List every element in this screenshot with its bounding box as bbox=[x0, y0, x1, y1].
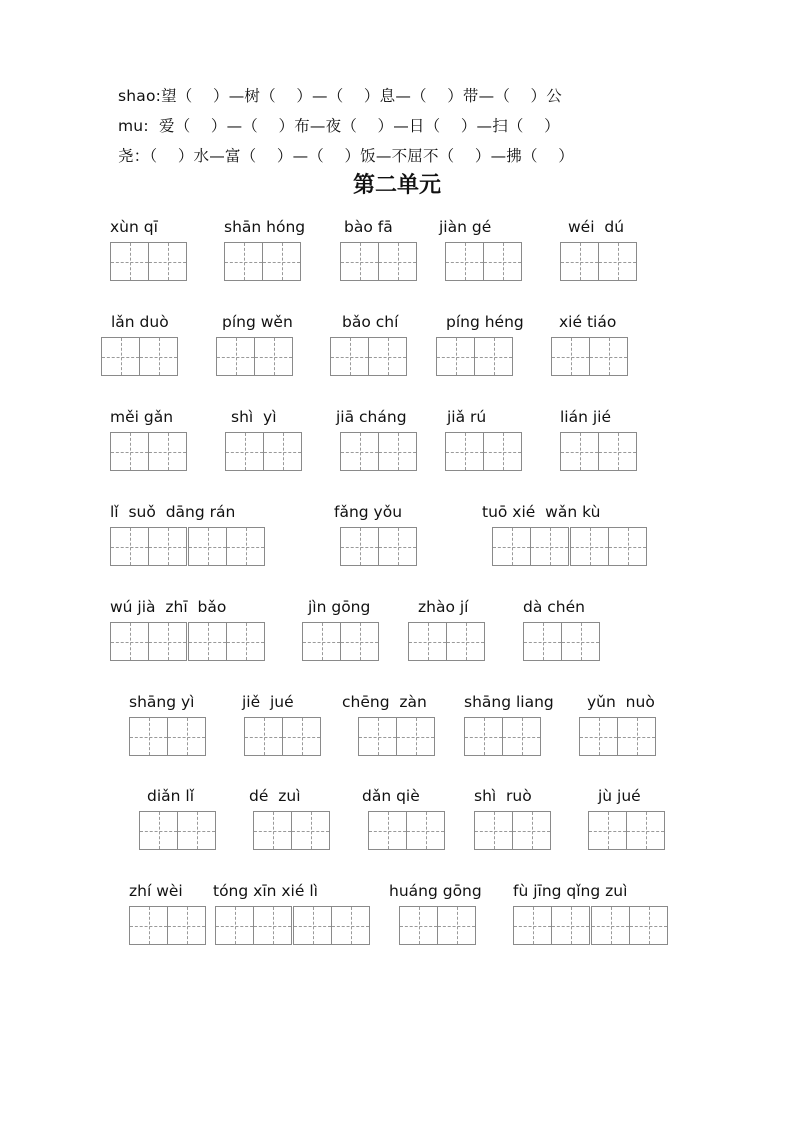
writing-grid bbox=[330, 337, 407, 375]
writing-cell[interactable] bbox=[139, 337, 178, 376]
writing-cell[interactable] bbox=[396, 717, 435, 756]
fill-line-mu: mu: 爱（ ）—（ ）布—夜（ ）—日（ ）—扫（ ） bbox=[118, 117, 560, 135]
writing-cell[interactable] bbox=[551, 906, 590, 945]
writing-cell[interactable] bbox=[293, 906, 332, 945]
pinyin-label: xùn qī bbox=[110, 218, 158, 236]
writing-grid bbox=[408, 622, 485, 660]
writing-cell[interactable] bbox=[464, 717, 503, 756]
writing-cell[interactable] bbox=[340, 527, 379, 566]
writing-cell[interactable] bbox=[608, 527, 647, 566]
writing-cell[interactable] bbox=[474, 811, 513, 850]
writing-cell[interactable] bbox=[446, 622, 485, 661]
writing-grid bbox=[110, 622, 265, 660]
writing-grid bbox=[368, 811, 445, 849]
fill-line-shao: shao:望（ ）—树（ ）—（ ）息—（ ）带—（ ）公 bbox=[118, 87, 562, 105]
writing-cell[interactable] bbox=[139, 811, 178, 850]
writing-cell[interactable] bbox=[513, 906, 552, 945]
writing-cell[interactable] bbox=[148, 432, 187, 471]
writing-grid bbox=[110, 432, 187, 470]
writing-cell[interactable] bbox=[167, 717, 206, 756]
writing-cell[interactable] bbox=[188, 622, 227, 661]
writing-cell[interactable] bbox=[226, 527, 265, 566]
writing-cell[interactable] bbox=[254, 337, 293, 376]
pinyin-label: fù jīng qǐng zuì bbox=[513, 882, 628, 900]
writing-grid bbox=[139, 811, 216, 849]
writing-cell[interactable] bbox=[502, 717, 541, 756]
pinyin-label: bào fā bbox=[344, 218, 393, 236]
writing-cell[interactable] bbox=[437, 906, 476, 945]
writing-cell[interactable] bbox=[224, 242, 263, 281]
writing-grid bbox=[302, 622, 379, 660]
pinyin-label: tuō xié wǎn kù bbox=[482, 503, 601, 521]
writing-cell[interactable] bbox=[551, 337, 590, 376]
writing-cell[interactable] bbox=[492, 527, 531, 566]
pinyin-label: shì yì bbox=[231, 408, 277, 426]
writing-cell[interactable] bbox=[110, 527, 149, 566]
writing-cell[interactable] bbox=[148, 527, 187, 566]
writing-cell[interactable] bbox=[378, 527, 417, 566]
pinyin-label: huáng gōng bbox=[389, 882, 482, 900]
writing-grid bbox=[579, 717, 656, 755]
writing-cell[interactable] bbox=[561, 622, 600, 661]
writing-cell[interactable] bbox=[340, 622, 379, 661]
writing-cell[interactable] bbox=[129, 906, 168, 945]
writing-cell[interactable] bbox=[167, 906, 206, 945]
writing-cell[interactable] bbox=[378, 432, 417, 471]
writing-cell[interactable] bbox=[101, 337, 140, 376]
writing-grid bbox=[101, 337, 178, 375]
writing-cell[interactable] bbox=[378, 242, 417, 281]
pinyin-label: píng wěn bbox=[222, 313, 293, 331]
pinyin-label: fǎng yǒu bbox=[334, 503, 403, 521]
writing-cell[interactable] bbox=[445, 432, 484, 471]
writing-grid bbox=[340, 242, 417, 280]
writing-cell[interactable] bbox=[129, 717, 168, 756]
writing-cell[interactable] bbox=[188, 527, 227, 566]
pinyin-label: dǎn qiè bbox=[362, 787, 420, 805]
pinyin-label: zhào jí bbox=[418, 598, 469, 616]
writing-grid bbox=[474, 811, 551, 849]
writing-cell[interactable] bbox=[591, 906, 630, 945]
writing-cell[interactable] bbox=[368, 811, 407, 850]
writing-cell[interactable] bbox=[302, 622, 341, 661]
writing-cell[interactable] bbox=[110, 432, 149, 471]
writing-grid bbox=[560, 242, 637, 280]
writing-cell[interactable] bbox=[408, 622, 447, 661]
writing-grid bbox=[129, 717, 206, 755]
writing-grid bbox=[560, 432, 637, 470]
writing-cell[interactable] bbox=[340, 432, 379, 471]
pinyin-label: yǔn nuò bbox=[587, 693, 655, 711]
writing-cell[interactable] bbox=[110, 242, 149, 281]
writing-grid bbox=[492, 527, 647, 565]
writing-cell[interactable] bbox=[253, 811, 292, 850]
writing-cell[interactable] bbox=[530, 527, 569, 566]
writing-grid bbox=[253, 811, 330, 849]
writing-cell[interactable] bbox=[368, 337, 407, 376]
writing-grid bbox=[588, 811, 665, 849]
writing-grid bbox=[551, 337, 628, 375]
fill-line-yao: 尧：（ ）水—富（ ）—（ ）饭—不屈不（ ）—拂（ ） bbox=[118, 147, 574, 165]
pinyin-label: jìn gōng bbox=[308, 598, 371, 616]
writing-cell[interactable] bbox=[358, 717, 397, 756]
pinyin-label: zhí wèi bbox=[129, 882, 183, 900]
pinyin-label: xié tiáo bbox=[559, 313, 617, 331]
writing-grid bbox=[110, 242, 187, 280]
pinyin-label: lǐ suǒ dāng rán bbox=[110, 503, 236, 521]
writing-grid bbox=[436, 337, 513, 375]
writing-cell[interactable] bbox=[560, 242, 599, 281]
writing-cell[interactable] bbox=[483, 432, 522, 471]
writing-grid bbox=[129, 906, 206, 944]
writing-cell[interactable] bbox=[291, 811, 330, 850]
writing-cell[interactable] bbox=[215, 906, 254, 945]
writing-cell[interactable] bbox=[629, 906, 668, 945]
writing-cell[interactable] bbox=[474, 337, 513, 376]
writing-cell[interactable] bbox=[445, 242, 484, 281]
writing-cell[interactable] bbox=[226, 622, 265, 661]
writing-grid bbox=[445, 432, 522, 470]
writing-cell[interactable] bbox=[598, 242, 637, 281]
pinyin-label: shāng liang bbox=[464, 693, 554, 711]
pinyin-label: chēng zàn bbox=[342, 693, 427, 711]
pinyin-label: lián jié bbox=[560, 408, 612, 426]
writing-cell[interactable] bbox=[331, 906, 370, 945]
writing-cell[interactable] bbox=[148, 242, 187, 281]
pinyin-label: lǎn duò bbox=[111, 313, 169, 331]
writing-grid bbox=[216, 337, 293, 375]
pinyin-label: jiàn gé bbox=[439, 218, 492, 236]
unit-title: 第二单元 bbox=[352, 173, 441, 198]
writing-cell[interactable] bbox=[177, 811, 216, 850]
pinyin-label: diǎn lǐ bbox=[147, 787, 195, 805]
writing-cell[interactable] bbox=[483, 242, 522, 281]
writing-cell[interactable] bbox=[263, 432, 302, 471]
pinyin-label: jiě jué bbox=[242, 693, 294, 711]
writing-cell[interactable] bbox=[523, 622, 562, 661]
writing-grid bbox=[340, 432, 417, 470]
writing-cell[interactable] bbox=[617, 717, 656, 756]
pinyin-label: shāng yì bbox=[129, 693, 195, 711]
pinyin-label: dà chén bbox=[523, 598, 585, 616]
writing-grid bbox=[224, 242, 301, 280]
pinyin-label: wéi dú bbox=[568, 218, 625, 236]
writing-cell[interactable] bbox=[148, 622, 187, 661]
writing-grid bbox=[358, 717, 435, 755]
pinyin-label: jù jué bbox=[598, 787, 641, 805]
writing-grid bbox=[215, 906, 370, 944]
writing-cell[interactable] bbox=[560, 432, 599, 471]
writing-cell[interactable] bbox=[244, 717, 283, 756]
writing-cell[interactable] bbox=[262, 242, 301, 281]
writing-cell[interactable] bbox=[216, 337, 255, 376]
writing-grid bbox=[464, 717, 541, 755]
writing-cell[interactable] bbox=[253, 906, 292, 945]
pinyin-label: shì ruò bbox=[474, 787, 532, 805]
pinyin-label: tóng xīn xié lì bbox=[213, 882, 318, 900]
writing-cell[interactable] bbox=[282, 717, 321, 756]
writing-grid bbox=[244, 717, 321, 755]
pinyin-label: jiā cháng bbox=[336, 408, 407, 426]
writing-cell[interactable] bbox=[598, 432, 637, 471]
pinyin-label: wú jià zhī bǎo bbox=[110, 598, 227, 616]
writing-cell[interactable] bbox=[340, 242, 379, 281]
pinyin-label: dé zuì bbox=[249, 787, 301, 805]
writing-grid bbox=[399, 906, 476, 944]
writing-cell[interactable] bbox=[512, 811, 551, 850]
writing-grid bbox=[445, 242, 522, 280]
writing-grid bbox=[225, 432, 302, 470]
writing-cell[interactable] bbox=[110, 622, 149, 661]
writing-cell[interactable] bbox=[225, 432, 264, 471]
writing-cell[interactable] bbox=[330, 337, 369, 376]
writing-grid bbox=[513, 906, 668, 944]
writing-cell[interactable] bbox=[436, 337, 475, 376]
pinyin-label: píng héng bbox=[446, 313, 524, 331]
writing-grid bbox=[110, 527, 265, 565]
writing-cell[interactable] bbox=[399, 906, 438, 945]
pinyin-label: shān hóng bbox=[224, 218, 306, 236]
writing-grid bbox=[340, 527, 417, 565]
writing-cell[interactable] bbox=[626, 811, 665, 850]
writing-cell[interactable] bbox=[579, 717, 618, 756]
pinyin-label: měi gǎn bbox=[110, 408, 174, 426]
writing-cell[interactable] bbox=[588, 811, 627, 850]
writing-grid bbox=[523, 622, 600, 660]
pinyin-label: bǎo chí bbox=[342, 313, 399, 331]
writing-cell[interactable] bbox=[589, 337, 628, 376]
writing-cell[interactable] bbox=[570, 527, 609, 566]
pinyin-label: jiǎ rú bbox=[447, 408, 487, 426]
writing-cell[interactable] bbox=[406, 811, 445, 850]
